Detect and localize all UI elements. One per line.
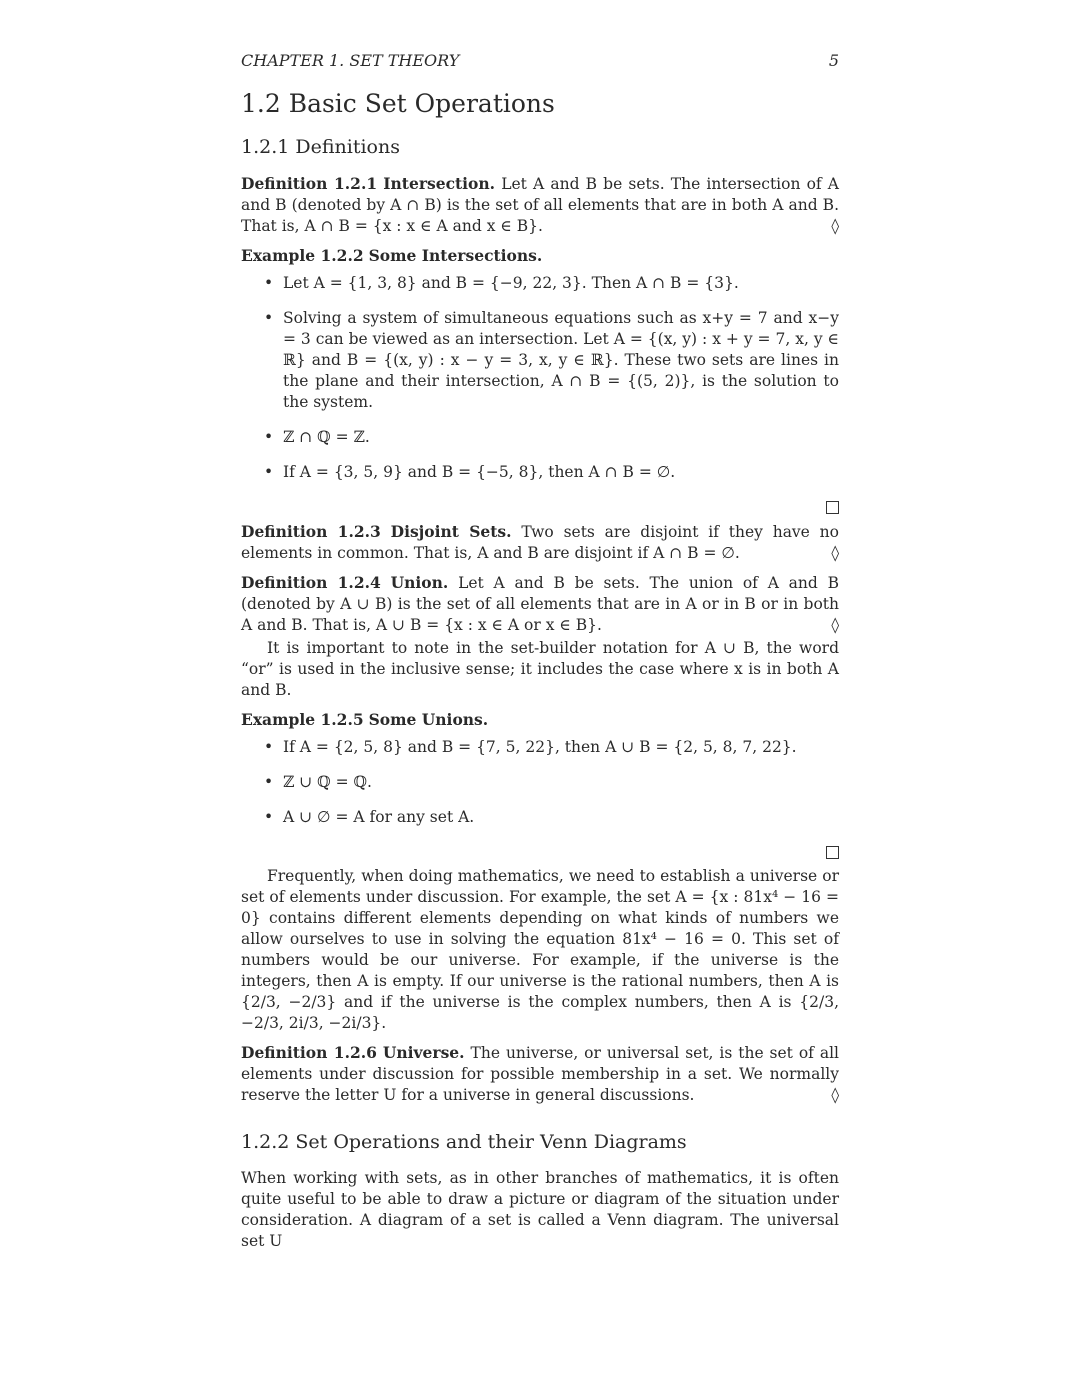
example-intersections-list [241, 273, 839, 483]
list-item: • ℤ ∩ ℚ = ℤ. [283, 427, 839, 448]
definition-term: Intersection. [383, 174, 496, 193]
example-number: Example 1.2.2 [241, 246, 364, 265]
definition-universe [241, 1042, 839, 1106]
list-item: • A ∪ ∅ = A for any set A. [283, 807, 839, 828]
list-item: • Solving a system of simultaneous equations such as x+y = 7 and x−y = 3 can be viewed as an intersection. Let A = {(x, y) : x + y = 7, x, y ∈ ℝ} and B = {(x, y) : x − y = 3, x, y ∈ ℝ}. These two sets are lines in the plane and their intersection, A ∩ B = {(5, 2)}, is the solution to the system. [283, 308, 839, 413]
example-number: Example 1.2.5 [241, 710, 364, 729]
example-intersections-heading [241, 245, 839, 267]
definition-intersection [241, 173, 839, 237]
definition-number: Definition 1.2.4 [241, 573, 381, 592]
definition-text: Let A and B be sets. The intersection of A and B (denoted by A ∩ B) is the set of all elements that are in both A and B. That is, A ∩ B = {x : x ∈ A and x ∈ B}. [241, 175, 839, 235]
definition-end-marker: ◊ [831, 544, 839, 562]
definition-term: Disjoint Sets. [390, 522, 512, 541]
end-of-example-box-icon [826, 501, 839, 514]
definition-text: Two sets are disjoint if they have no elements in common. That is, A and B are disjoint if A ∩ B = ∅. [241, 523, 839, 562]
example-end [241, 497, 839, 515]
page [241, 50, 839, 1260]
list-item: • Let A = {1, 3, 8} and B = {−9, 22, 3}. Then A ∩ B = {3}. [283, 273, 839, 294]
list-item: • If A = {2, 5, 8} and B = {7, 5, 22}, then A ∪ B = {2, 5, 8, 7, 22}. [283, 737, 839, 758]
example-title: Some Intersections. [368, 246, 543, 265]
page-number: 5 [828, 51, 839, 70]
paragraph-venn-diagrams: When working with sets, as in other branches of mathematics, it is often quite useful to be able to draw a picture or diagram of the situation under consideration. A diagram of a set is called a Venn diagram. The universal set U [241, 1169, 839, 1250]
definition-end-marker: ◊ [831, 616, 839, 634]
definition-end-marker: ◊ [831, 217, 839, 235]
list-item: • ℤ ∪ ℚ = ℚ. [283, 772, 839, 793]
example-end [241, 842, 839, 860]
definition-term: Union. [390, 573, 449, 592]
paragraph-universe: Frequently, when doing mathematics, we need to establish a universe or set of elements under discussion. For example, the set A = {x : 81x⁴ − 16 = 0} contains different elements depending on what kinds of numbers we allow ourselves to use in solving the equation 81x⁴ − 16 = 0. This set of numbers would be our universe. For example, if the universe is the integers, then A is empty. If our universe is the rational numbers, then A is {2/3, −2/3} and if the universe is the complex numbers, then A is {2/3, −2/3, 2i/3, −2i/3}. [241, 867, 839, 1032]
end-of-example-box-icon [826, 846, 839, 859]
example-unions-heading [241, 709, 839, 731]
definition-number: Definition 1.2.1 [241, 174, 378, 193]
definition-union [241, 572, 839, 636]
definition-disjoint-sets [241, 521, 839, 564]
example-unions-list [241, 737, 839, 828]
definition-number: Definition 1.2.6 [241, 1043, 377, 1062]
definition-end-marker: ◊ [831, 1086, 839, 1104]
running-head [241, 50, 839, 71]
subsection-title-venn-diagrams: 1.2.2 Set Operations and their Venn Diagrams [241, 1131, 687, 1153]
definition-text: Let A and B be sets. The union of A and B (denoted by A ∪ B) is the set of all elements that are in A or in B or in both A and B. That is, A ∪ B = {x : x ∈ A or x ∈ B}. [241, 574, 840, 634]
section-title: 1.2 Basic Set Operations [241, 89, 555, 118]
list-item: • If A = {3, 5, 9} and B = {−5, 8}, then A ∩ B = ∅. [283, 462, 839, 483]
definition-text: The universe, or universal set, is the set of all elements under discussion for possible membership in a set. We normally reserve the letter U for a universe in general discussions. [241, 1044, 839, 1104]
definition-number: Definition 1.2.3 [241, 522, 381, 541]
definition-term: Universe. [382, 1043, 465, 1062]
paragraph-inclusive-or: It is important to note in the set-builder notation for A ∪ B, the word “or” is used in the inclusive sense; it includes the case where x is in both A and B. [241, 639, 839, 699]
chapter-heading: CHAPTER 1. SET THEORY [241, 51, 460, 70]
subsection-title-definitions: 1.2.1 Definitions [241, 136, 400, 158]
example-title: Some Unions. [368, 710, 489, 729]
